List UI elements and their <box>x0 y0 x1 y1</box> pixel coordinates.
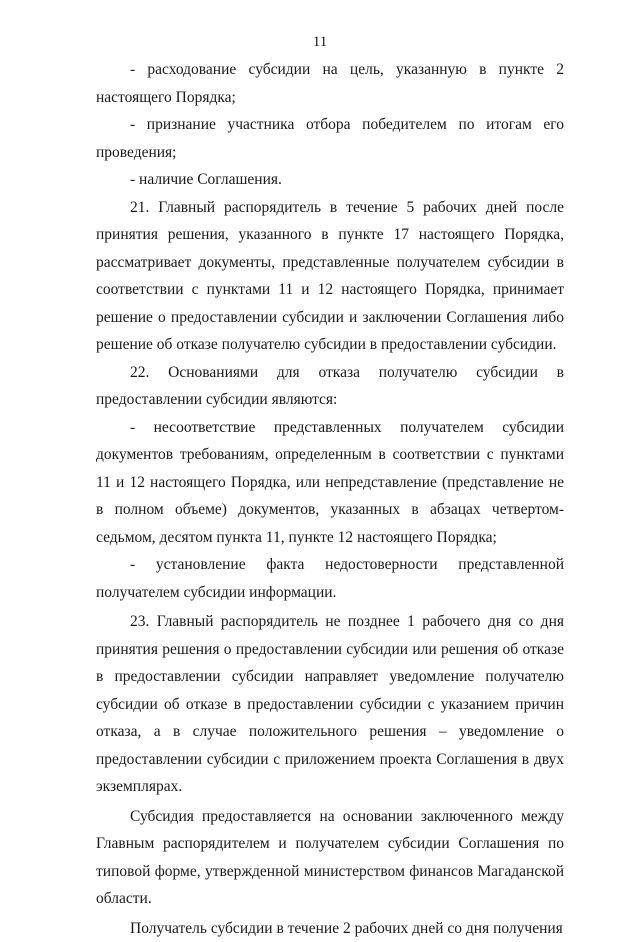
paragraph-subsidy-basis: Субсидия предоставляется на основании заключенного между Главным распорядителем и получателем субсидии Соглашения по типовой форме, утвержденной министерством финансов Магаданской области. <box>96 803 564 913</box>
paragraph-recipient-deadline: Получатель субсидии в течение 2 рабочих дней со дня получения <box>96 915 564 942</box>
paragraph-23: 23. Главный распорядитель не позднее 1 рабочего дня со дня принятия решения о предоставлении субсидии или решения об отказе в предоставлении субсидии направляет уведомление получателю субсидии об отказе в предоставлении субсидии с указанием причин отказа, а в случае положительного решения – уведомление о предоставлении субсидии с приложением проекта Соглашения в двух экземплярах. <box>96 608 564 801</box>
document-body <box>96 56 564 942</box>
list-item-selection-winner: - признание участника отбора победителем по итогам его проведения; <box>96 111 564 166</box>
page-number: 11 <box>0 34 640 51</box>
list-item-agreement: - наличие Соглашения. <box>96 166 564 194</box>
paragraph-21: 21. Главный распорядитель в течение 5 рабочих дней после принятия решения, указанного в пункте 17 настоящего Порядка, рассматривает документы, представленные получателем субсидии в соответствии с пунктами 11 и 12 настоящего Порядка, принимает решение о предоставлении субсидии и заключении Соглашения либо решение об отказе получателю субсидии в предоставлении субсидии. <box>96 194 564 359</box>
list-item-unreliable-information: - установление факта недостоверности представленной получателем субсидии информации. <box>96 551 564 606</box>
paragraph-22: 22. Основаниями для отказа получателю субсидии в предоставлении субсидии являются: <box>96 359 564 414</box>
list-item-subsidy-spending: - расходование субсидии на цель, указанную в пункте 2 настоящего Порядка; <box>96 56 564 111</box>
list-item-documents-mismatch: - несоответствие представленных получателем субсидии документов требованиям, определенным в соответствии с пунктами 11 и 12 настоящего Порядка, или непредставление (представление не в полном объеме) документов, указанных в абзацах четвертом-седьмом, десятом пункта 11, пункте 12 настоящего Порядка; <box>96 414 564 552</box>
